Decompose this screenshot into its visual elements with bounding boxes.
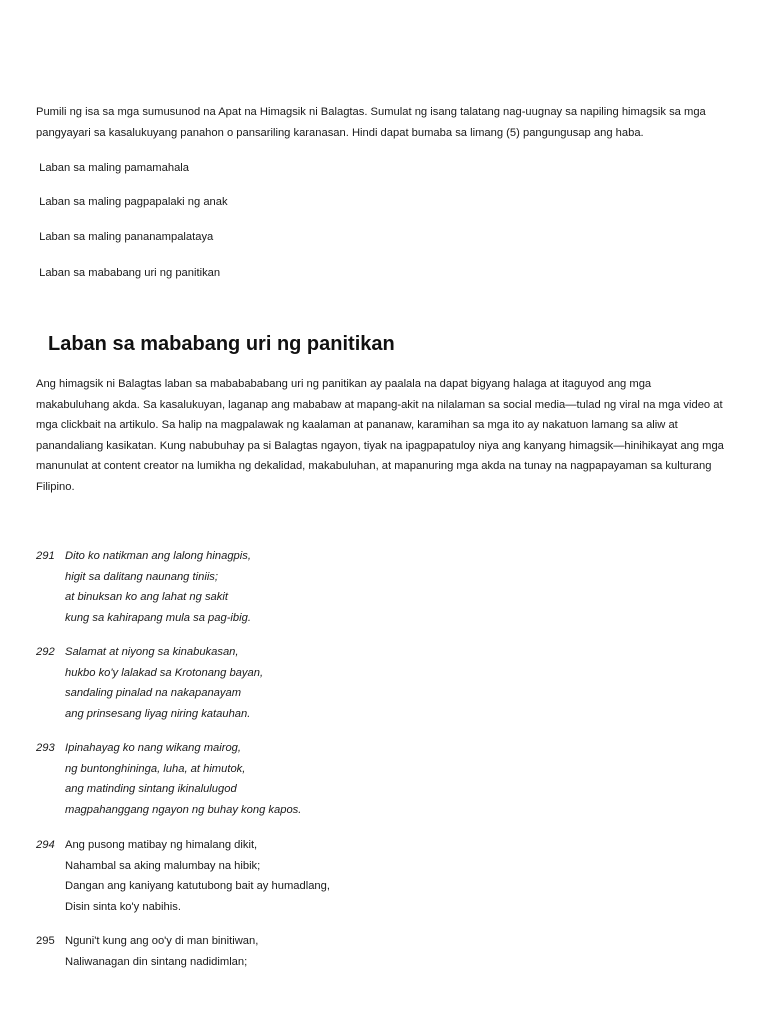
option-mababang-panitikan: Laban sa mababang uri ng panitikan [36, 267, 221, 279]
verse-line: higit sa dalitang naunang tiniis; [65, 570, 219, 583]
essay-paragraph: Ang himagsik ni Balagtas laban sa mababababang uri ng panitikan ay paalala na dapat bigyang halaga at itaguyod ang mga makabuluhang akda. Sa kasalukuyan, laganap ang mababaw at mapang-akit na nilalaman sa social media—tulad ng viral na mga video at mga clickbait na artikulo. Sa halip na magpalawak ng kaalaman at pananaw, karamihan sa mga ito ay nakatuon lamang sa aliw at panandaliang kasikatan. Kung nabubuhay pa si Balagtas ngayon, tiyak na ipagpapatuloy niya ang kanyang himagsik—hinihikayat ang mga manunulat at content creator na lumikha ng dekalidad, makabuluhan, at mapanuring mga akda na tunay na nagpapayaman sa kulturang Filipino. [36, 378, 724, 493]
verse-line: ang prinsesang liyag niring katauhan. [65, 707, 251, 720]
option-maling-pagpapalaki: Laban sa maling pagpapalaki ng anak [36, 196, 228, 208]
verse-line: kung sa kahirapang mula sa pag-ibig. [65, 611, 251, 624]
instructions-paragraph: Pumili ng isa sa mga sumusunod na Apat na Himagsik ni Balagtas. Sumulat ng isang talatang nag-uugnay sa napiling himagsik sa mga pangyayari sa kasalukuyang panahon o pansariling karanasan. Hindi dapat bumaba sa limang (5) pangungusap ang haba. [36, 106, 706, 139]
verse-line: magpahanggang ngayon ng buhay kong kapos. [65, 803, 302, 816]
stanza-number: 295 [36, 935, 55, 947]
stanza-number: 292 [36, 646, 55, 658]
verse-line: Ipinahayag ko nang wikang mairog, [65, 742, 242, 754]
verse-line: Naliwanagan din sintang nadidimlan; [65, 955, 248, 968]
verse-line: Salamat at niyong sa kinabukasan, [65, 646, 239, 658]
section-heading: Laban sa mababang uri ng panitikan [48, 333, 395, 355]
verse-line: Dito ko natikman ang lalong hinagpis, [65, 550, 251, 562]
verse-line: at binuksan ko ang lahat ng sakit [65, 591, 228, 603]
stanza-number: 291 [36, 550, 55, 562]
verse-line: Disin sinta ko'y nabihis. [65, 900, 181, 913]
option-maling-pananampalataya: Laban sa maling pananampalataya [36, 231, 214, 243]
stanza-number: 293 [36, 742, 55, 754]
verse-line: Ang pusong matibay ng himalang dikit, [65, 839, 258, 851]
verse-line: hukbo ko'y lalakad sa Krotonang bayan, [65, 666, 264, 679]
verse-line: ang matinding sintang ikinalulugod [65, 783, 237, 795]
verse-line: Nguni't kung ang oo'y di man binitiwan, [65, 935, 259, 947]
verse-line: Dangan ang kaniyang katutubong bait ay humadlang, [65, 880, 330, 892]
stanza-number: 294 [36, 839, 55, 851]
verse-line: sandaling pinalad na nakapanayam [65, 687, 242, 699]
verse-line: Nahambal sa aking malumbay na hibik; [65, 859, 261, 872]
verse-line: ng buntonghininga, luha, at himutok, [65, 762, 246, 775]
option-maling-pamamahala: Laban sa maling pamamahala [36, 162, 189, 174]
